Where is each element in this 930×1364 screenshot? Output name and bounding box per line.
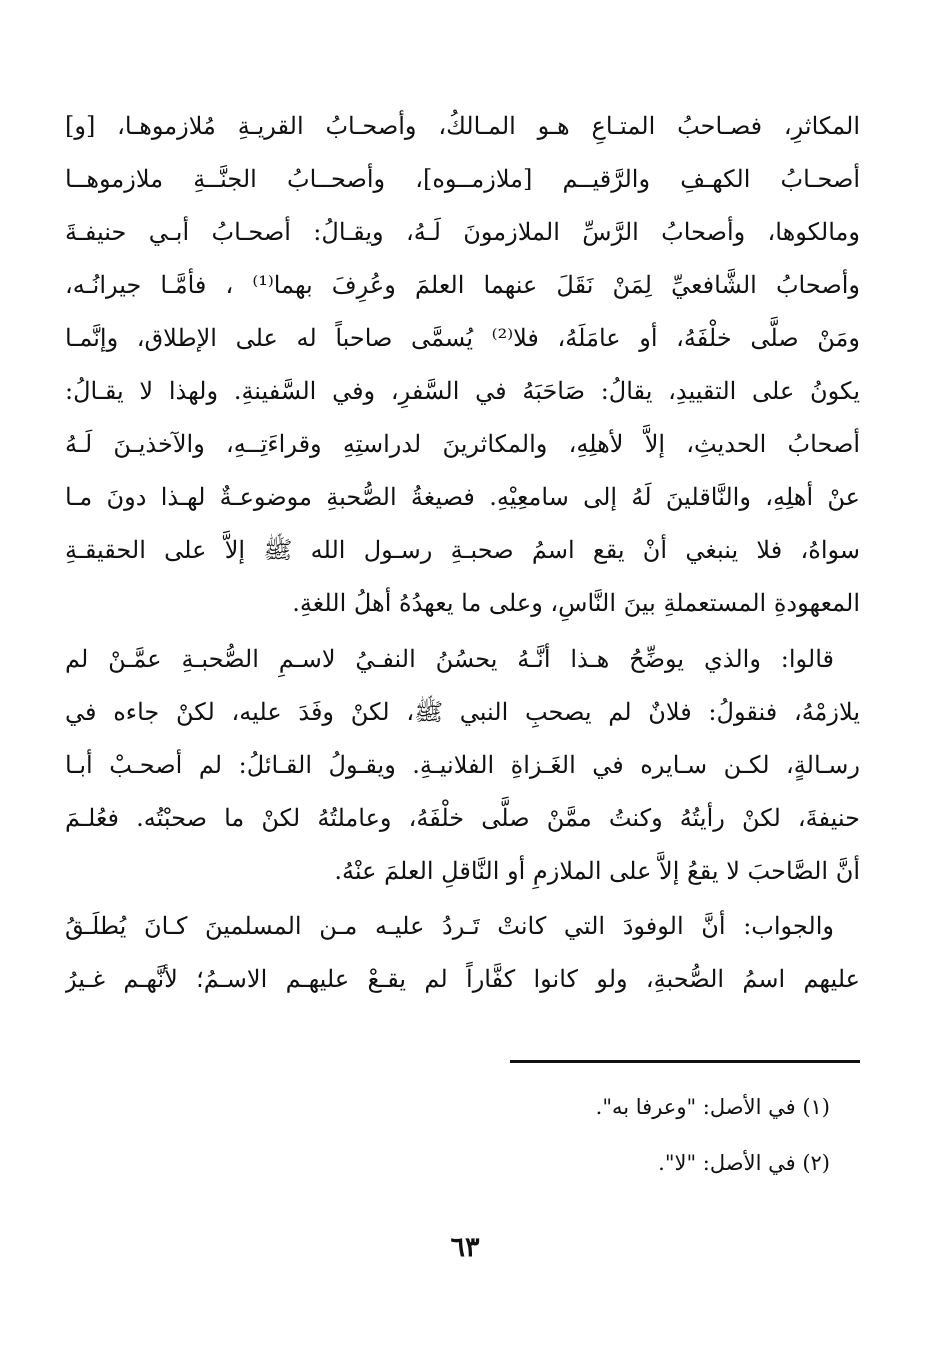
text-line: وأصحابُ الشَّافعيِّ لِمَنْ نَقَلَ عنهما العلمَ وعُرِفَ بهما⁽¹⁾ ، فأمَّـا جيرانُـه، bbox=[65, 271, 860, 299]
text-line: سواهُ، فلا ينبغي أنْ يقع اسمُ صحبـةِ رسـول الله ﷺ إلاَّ على الحقيقـةِ bbox=[65, 536, 860, 564]
text-line: ومالكوها، وأصحابُ الرَّسِّ الملازمونَ لَـهُ، ويقـالُ: أصحـابُ أبـي حنيفـةَ bbox=[65, 218, 860, 246]
page-number: ٦٣ bbox=[450, 1232, 480, 1263]
footnote-2: (٢) في الأصل: "لا". bbox=[658, 1151, 830, 1175]
paragraph-3 bbox=[65, 900, 860, 1006]
text-line: قالوا: والذي يوضِّحُ هـذا أنَّـهُ يحسُنُ النفـيُ لاسـمِ الصُّحبـةِ عمَّـنْ لم bbox=[65, 645, 834, 673]
text-line: أنَّ الصَّاحبَ لا يقعُ إلاَّ على الملازمِ أو النَّاقلِ العلمَ عنْهُ. bbox=[334, 857, 860, 885]
text-line: عليهم اسمُ الصُّحبةِ، ولو كانوا كفَّاراً لم يقـعْ عليهـم الاسـمُ؛ لأنَّهـم غـيرُ bbox=[65, 965, 860, 993]
text-line: رسـالةٍ، لكـن سـايره في الغَـزاةِ الفلانيـةِ. ويقـولُ القـائلُ: لم أصحـبْ أبـا bbox=[65, 751, 860, 779]
text-line: حنيفةَ، لكنْ رأيتُهُ وكنتُ ممَّنْ صلَّى خلْفَهُ، وعاملتُهُ لكنْ ما صحبْتُه. فعُلـمَ bbox=[65, 804, 860, 832]
footnote-1: (١) في الأصل: "وعرفا به". bbox=[595, 1095, 830, 1119]
text-line: ومَنْ صلَّى خلْفَهُ، أو عامَلَهُ، فلا⁽²⁾ يُسمَّى صاحباً له على الإطلاق، وإنَّمـا bbox=[65, 324, 860, 352]
text-line: المعهودةِ المستعملةِ بينَ النَّاسِ، وعلى ما يعهدُهُ أهلُ اللغةِ. bbox=[292, 589, 860, 617]
text-line: عنْ أهلِهِ، والنَّاقلينَ لَهُ إلى سامعِيْهِ. فصيغةُ الصُّحبةِ موضوعـةٌ لهـذا دونَ مـا bbox=[65, 483, 860, 511]
paragraph-2 bbox=[65, 633, 860, 898]
text-line: يلازمْهُ، فنقولُ: فلانٌ لم يصحبِ النبي ﷺ، لكنْ وفَدَ عليه، لكنْ جاءه في bbox=[65, 698, 860, 726]
footnote-separator bbox=[510, 1060, 860, 1063]
text-line: المكاثرِ، فصـاحبُ المتـاعِ هـو المـالكُ، وأصحـابُ القريـةِ مُلازموهـا، [و] bbox=[65, 112, 860, 140]
text-line: أصحـابُ الكهـفِ والرَّقيــم [ملازمــوه]، وأصحــابُ الجنَّــةِ ملازموهــا bbox=[65, 165, 860, 193]
footnotes bbox=[230, 1086, 830, 1198]
paragraph-1 bbox=[65, 100, 860, 630]
text-line: أصحابُ الحديثِ، إلاَّ لأهلِهِ، والمكاثرينَ لدراستِهِ وقراءَتِــهِ، والآخذيـنَ لَـهُ bbox=[65, 430, 860, 458]
text-line: والجواب: أنَّ الوفودَ التي كانتْ تَـردُ عليـه مـن المسلمينَ كـانَ يُطلَـقُ bbox=[65, 912, 834, 940]
text-line: يكونُ على التقييدِ، يقالُ: صَاحَبَهُ في السَّفرِ، وفي السَّفينةِ. ولهذا لا يقـالُ: bbox=[65, 377, 860, 405]
